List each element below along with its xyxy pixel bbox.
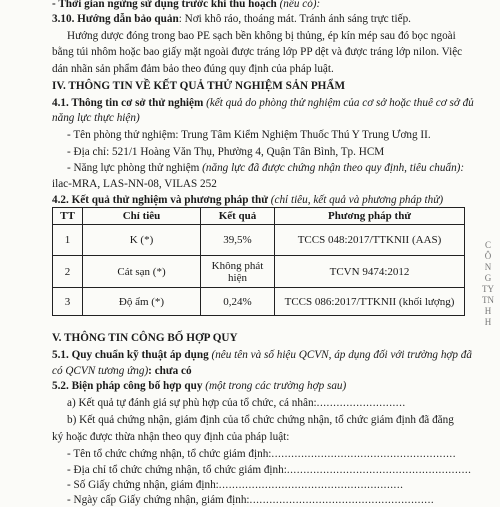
- cert-date-dots: ........................................................: [249, 494, 435, 506]
- certification-line-2: ký hoặc được thừa nhận theo quy định của pháp luật:: [52, 431, 290, 443]
- header-ket-qua: Kết quả: [201, 208, 275, 225]
- self-assessment-line: [67, 397, 406, 410]
- declaration-method-line: [52, 380, 346, 393]
- storage-paragraph-line-1: Hướng dược đóng trong bao PE sạch bền không bị thủng, ép kín mép sau đó bọc ngoài: [67, 30, 456, 42]
- test-results-note: (chỉ tiêu, kết quả và phương pháp thử): [267, 194, 444, 206]
- cert-org-address-line: [67, 464, 471, 477]
- cell-chi-tieu: Độ ẩm (*): [83, 288, 201, 316]
- test-facility-heading: 4.1. Thông tin cơ sở thử nghiệm: [52, 97, 204, 109]
- cert-org-address-dots: ........................................................: [286, 464, 472, 476]
- cell-tt: 3: [53, 288, 83, 316]
- cert-org-name-line: [67, 448, 456, 461]
- harvest-interval-label: - Thời gian ngừng sử dụng trước khi thu hoạch: [52, 0, 277, 10]
- section-iv-heading: IV. THÔNG TIN VỀ KẾT QUẢ THỬ NGHIỆM SẢN PHẨM: [52, 80, 345, 92]
- header-chi-tieu: Chỉ tiêu: [83, 208, 201, 225]
- cert-org-name-label: - Tên tổ chức chứng nhận, tổ chức giám định:: [67, 448, 272, 460]
- test-results-table: [52, 207, 465, 316]
- storage-guide-line: [52, 13, 411, 26]
- test-results-heading-line: [52, 194, 443, 207]
- storage-paragraph-line-2: bằng túi nhôm hoặc bao giấy mặt ngoài được tráng lớp PP dệt và được tráng lớp nilon. Việc: [52, 46, 463, 58]
- side-stamp-text: CÔNG TY TNHH: [482, 240, 494, 327]
- cell-ket-qua: Không phát hiện: [201, 256, 275, 288]
- test-results-heading: 4.2. Kết quả thử nghiệm và phương pháp thử: [52, 194, 268, 206]
- standard-value: : chưa có: [148, 365, 192, 377]
- cell-tt: 2: [53, 256, 83, 288]
- standard-heading-line: [52, 349, 472, 362]
- cert-org-name-dots: ........................................................: [271, 448, 457, 460]
- table-header-row: [53, 208, 465, 225]
- cell-phuong-phap: TCCS 048:2017/TTKNII (AAS): [275, 225, 465, 256]
- cell-phuong-phap: TCVN 9474:2012: [275, 256, 465, 288]
- cert-date-line: [67, 494, 434, 507]
- table-row: [53, 288, 465, 316]
- cert-org-address-label: - Địa chỉ tổ chức chứng nhận, tổ chức giám định:: [67, 464, 287, 476]
- cell-chi-tieu: K (*): [83, 225, 201, 256]
- test-facility-heading-line: [52, 97, 474, 110]
- table-row: [53, 225, 465, 256]
- cell-tt: 1: [53, 225, 83, 256]
- header-phuong-phap: Phương pháp thử: [275, 208, 465, 225]
- standard-heading: 5.1. Quy chuẩn kỹ thuật áp dụng: [52, 349, 209, 361]
- cert-date-label: - Ngày cấp Giấy chứng nhận, giám định:: [67, 494, 250, 506]
- standard-note-cont: có QCVN tương ứng): [52, 365, 149, 377]
- cell-ket-qua: 0,24%: [201, 288, 275, 316]
- lab-accreditation-line: ilac-MRA, LAS-NN-08, VILAS 252: [52, 178, 217, 190]
- lab-name-line: - Tên phòng thử nghiệm: Trung Tâm Kiểm Nghiệm Thuốc Thú Y Trung Ương II.: [67, 129, 431, 141]
- storage-guide-heading: 3.10. Hướng dẫn bảo quản: [52, 13, 179, 25]
- cell-phuong-phap: TCCS 086:2017/TTKNII (khối lượng): [275, 288, 465, 316]
- lab-capacity-note: (năng lực đã được chứng nhận theo quy định, tiêu chuẩn):: [199, 162, 465, 174]
- self-assessment-dots: ...........................: [316, 397, 406, 409]
- standard-note: (nêu tên và số hiệu QCVN, áp dụng đối với trường hợp đã: [208, 349, 472, 361]
- harvest-interval-note: (nếu có):: [276, 0, 321, 10]
- declaration-method-note: (một trong các trường hợp sau): [202, 380, 347, 392]
- self-assessment-label: a) Kết quả tự đánh giá sự phù hợp của tổ chức, cá nhân:: [67, 397, 317, 409]
- storage-guide-text: : Nơi khô ráo, thoáng mát. Tránh ánh sáng trực tiếp.: [178, 13, 411, 25]
- storage-paragraph-line-3: dán nhãn sản phẩm đảm bảo theo đúng quy định của pháp luật.: [52, 63, 334, 75]
- lab-address-line: - Địa chỉ: 521/1 Hoàng Văn Thụ, Phường 4, Quận Tân Bình, Tp. HCM: [67, 146, 385, 158]
- lab-capacity-line: [67, 162, 464, 175]
- test-facility-note: (kết quả do phòng thử nghiệm của cơ sở hoặc thuê cơ sở đủ: [203, 97, 474, 109]
- certification-line-1: b) Kết quả chứng nhận, giám định của tổ chức chứng nhận, tổ chức giám định đã đăng: [67, 414, 454, 426]
- cell-ket-qua: 39,5%: [201, 225, 275, 256]
- harvest-interval-line: [52, 0, 320, 11]
- lab-capacity-label: - Năng lực phòng thử nghiệm: [67, 162, 200, 174]
- section-v-heading: V. THÔNG TIN CÔNG BỐ HỢP QUY: [52, 332, 238, 344]
- cert-number-label: - Số Giấy chứng nhận, giám định:: [67, 479, 219, 491]
- declaration-method-heading: 5.2. Biện pháp công bố hợp quy: [52, 380, 203, 392]
- test-facility-note-cont: năng lực thực hiện): [52, 112, 140, 124]
- header-tt: TT: [53, 208, 83, 225]
- standard-note-cont-line: [52, 365, 192, 378]
- cell-chi-tieu: Cát sạn (*): [83, 256, 201, 288]
- cert-number-dots: ........................................................: [218, 479, 404, 491]
- table-row: [53, 256, 465, 288]
- cert-number-line: [67, 479, 403, 492]
